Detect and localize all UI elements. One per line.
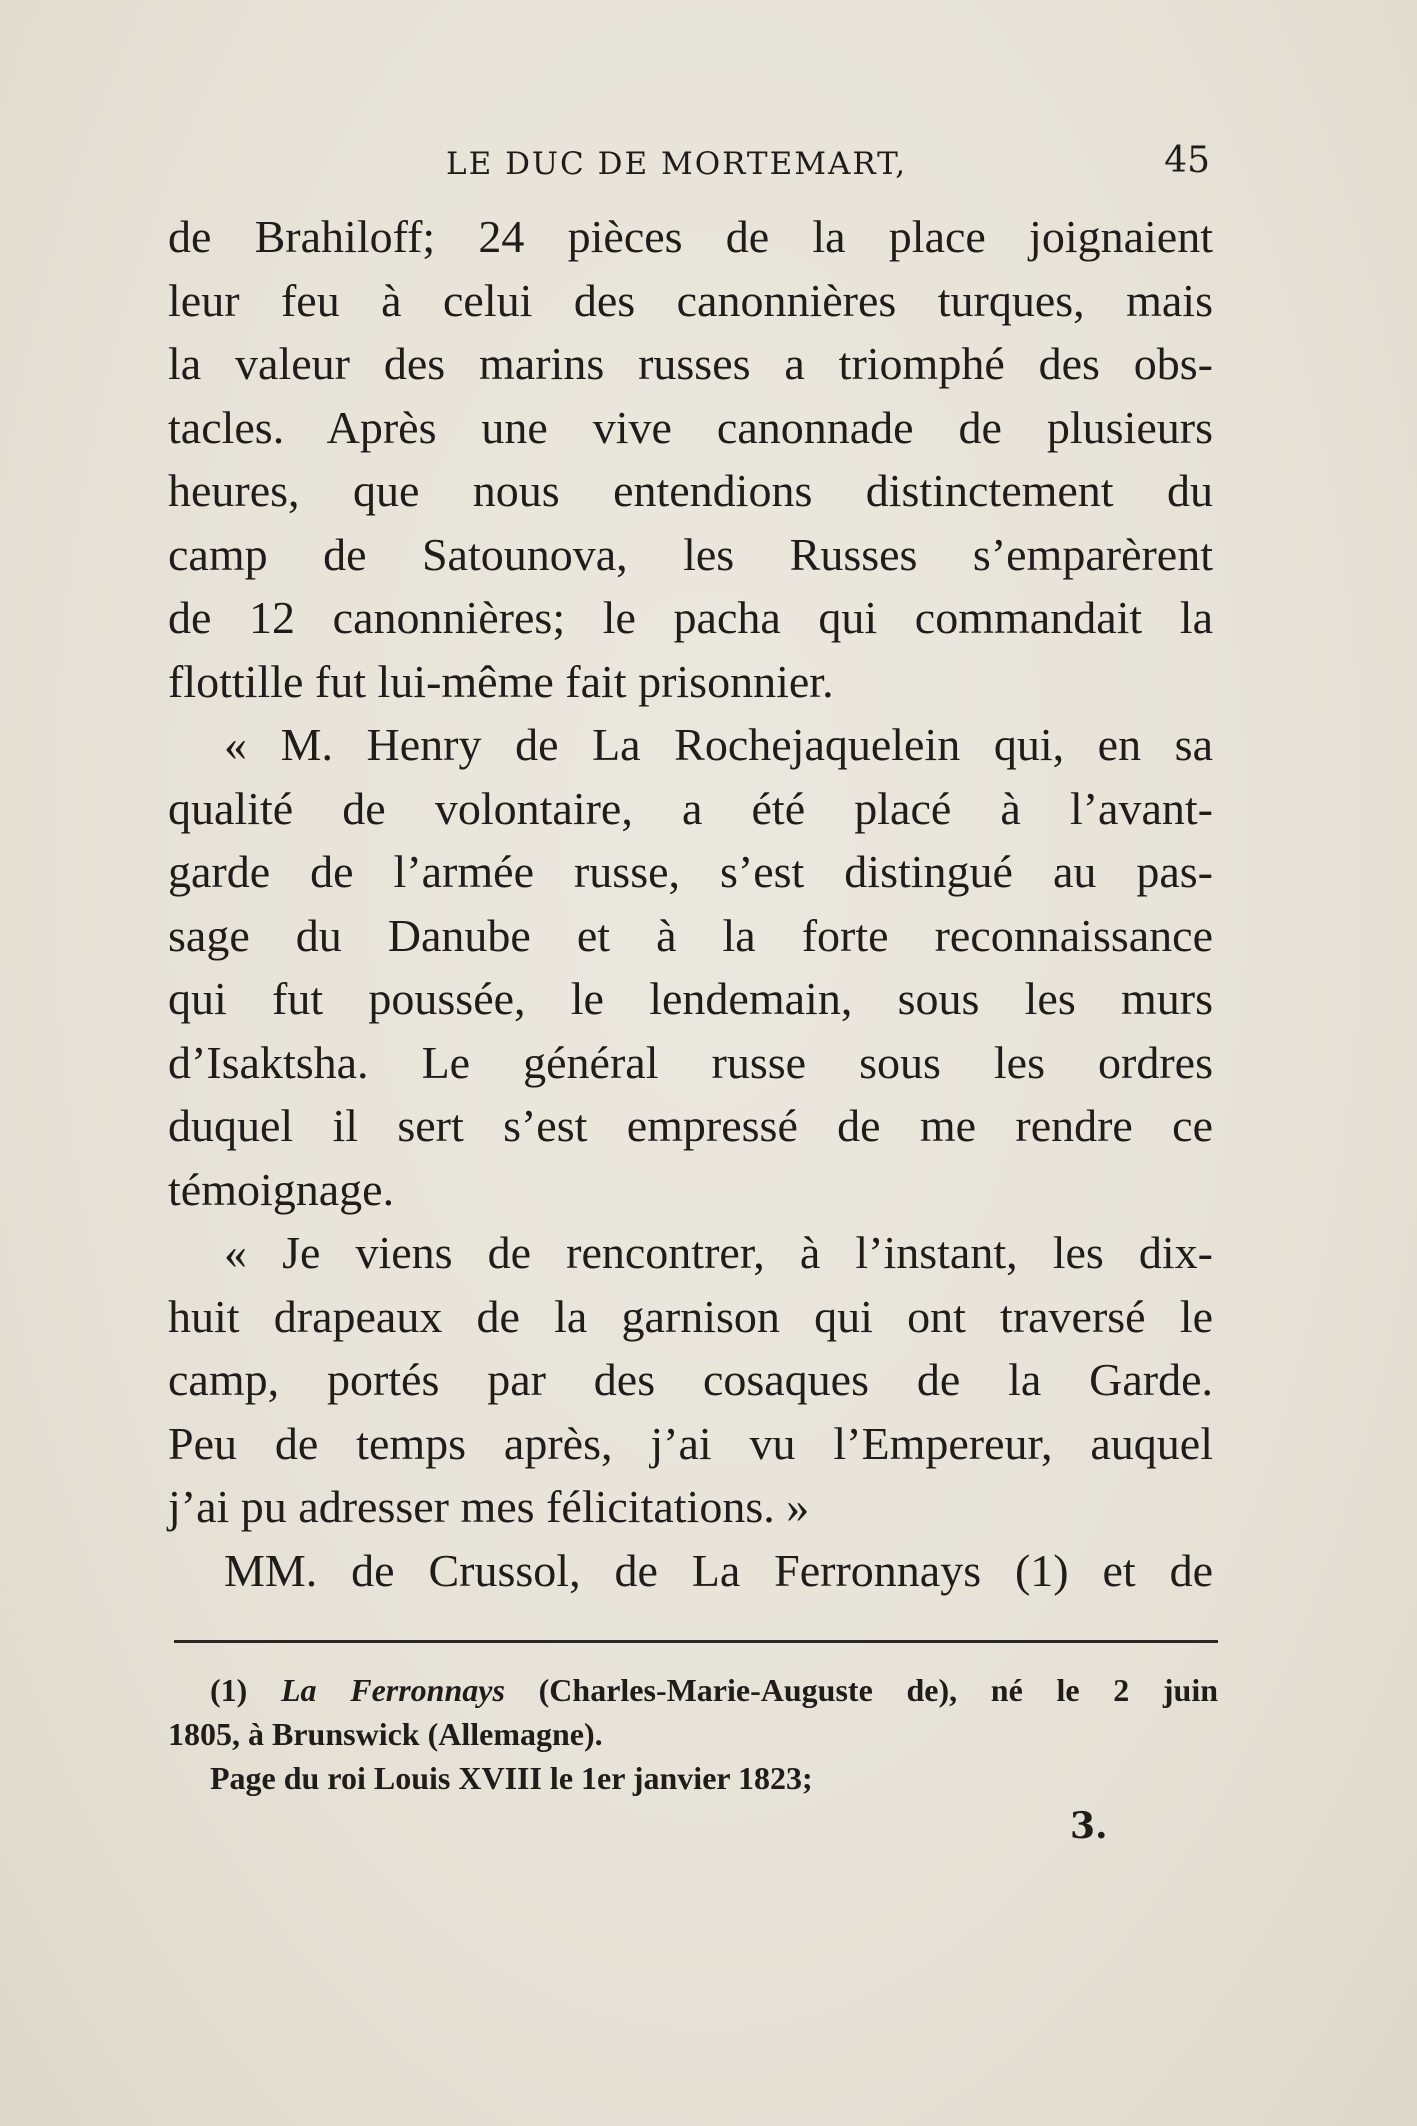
- footnote-rule: [174, 1640, 1218, 1643]
- footnote-text: (Charles-Marie-Auguste de), né le 2 juin: [538, 1672, 1219, 1708]
- body-line: camp de Satounova, les Russes s’emparèrent: [168, 528, 1213, 580]
- body-line: heures, que nous entendions distinctement du: [168, 465, 1213, 516]
- body-line: de 12 canonnières; le pacha qui commandait la: [168, 592, 1213, 643]
- signature-mark: 3.: [1070, 1805, 1108, 1847]
- body-line: duquel il sert s’est empressé de me rendre ce: [168, 1100, 1213, 1151]
- body-line: d’Isaktsha. Le général russe sous les ordres: [168, 1036, 1213, 1088]
- body-line: MM. de Crussol, de La Ferronnays (1) et de: [224, 1544, 1213, 1596]
- footnote-line: 1805, à Brunswick (Allemagne).: [168, 1716, 603, 1752]
- footnotes: [168, 1668, 1218, 1800]
- body-line: sage du Danube et à la forte reconnaissance: [168, 909, 1213, 961]
- body-line: qui fut poussée, le lendemain, sous les murs: [168, 973, 1213, 1024]
- page-header: [170, 140, 1210, 190]
- footnote-line: [168, 1668, 1218, 1712]
- body-line: « M. Henry de La Rochejaquelein qui, en sa: [224, 719, 1213, 770]
- page-number: 45: [1164, 140, 1210, 181]
- body-line: « Je viens de rencontrer, à l’instant, les dix-: [224, 1227, 1213, 1278]
- body-line: camp, portés par des cosaques de la Garde.: [168, 1354, 1213, 1405]
- body-text: [168, 205, 1213, 1602]
- body-line: garde de l’armée russe, s’est distingué au pas-: [168, 846, 1213, 897]
- body-line: Peu de temps après, j’ai vu l’Empereur, auquel: [168, 1417, 1213, 1469]
- running-title: LE DUC DE MORTEMART,: [446, 146, 908, 182]
- footnote-line: Page du roi Louis XVIII le 1er janvier 1823;: [210, 1760, 813, 1796]
- body-line: leur feu à celui des canonnières turques, mais: [168, 274, 1213, 326]
- footnote-marker: (1): [210, 1672, 248, 1708]
- body-line: de Brahiloff; 24 pièces de la place joignaient: [168, 211, 1213, 262]
- body-line: la valeur des marins russes a triomphé des obs-: [168, 338, 1213, 389]
- body-line: flottille fut lui-même fait prisonnier.: [168, 655, 834, 707]
- body-line: témoignage.: [168, 1163, 395, 1215]
- body-line: huit drapeaux de la garnison qui ont traversé le: [168, 1290, 1213, 1342]
- footnote-name: La Ferronnays: [281, 1672, 505, 1708]
- body-line: qualité de volontaire, a été placé à l’avant-: [168, 782, 1213, 834]
- body-line: j’ai pu adresser mes félicitations. »: [168, 1481, 810, 1532]
- body-line: tacles. Après une vive canonnade de plusieurs: [168, 401, 1213, 453]
